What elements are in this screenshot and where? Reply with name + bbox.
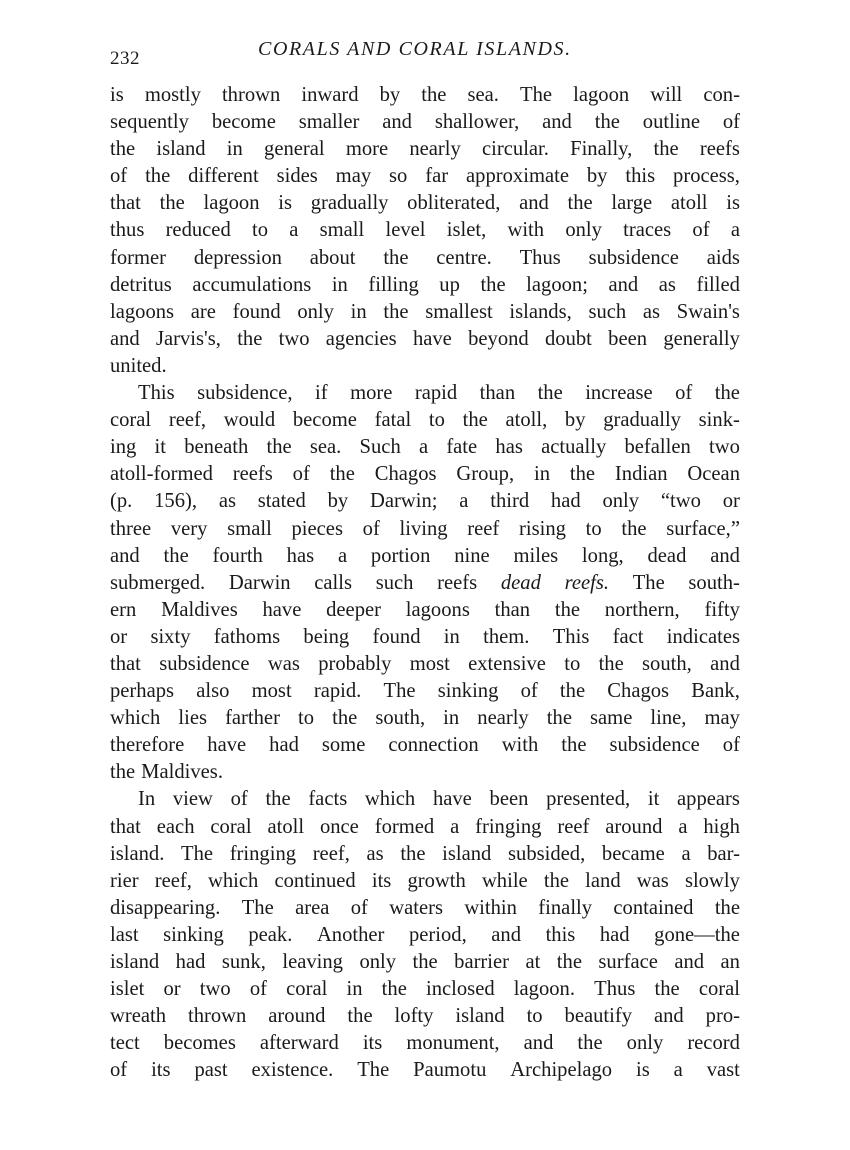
running-head: CORALS AND CORAL ISLANDS. <box>258 38 572 60</box>
text-line: therefore have had some connection with the subsidence of <box>110 734 740 757</box>
text-line: sequently become smaller and shallower, and the outline of <box>110 111 740 134</box>
text-line: is mostly thrown inward by the sea. The lagoon will con- <box>110 84 740 106</box>
text-line: thus reduced to a small level islet, with only traces of a <box>110 219 740 242</box>
text-line: detritus accumulations in filling up the lagoon; and as filled <box>110 273 740 296</box>
text-line: or sixty fathoms being found in them. This fact indicates <box>110 625 740 648</box>
body-text <box>110 82 740 1084</box>
text-line: ing it beneath the sea. Such a fate has actually befallen two <box>110 436 740 459</box>
text-line: coral reef, would become fatal to the atoll, by gradually sink- <box>110 409 740 432</box>
text-line: submerged. Darwin calls such reefs dead reefs. The south- <box>110 571 740 594</box>
text-line: three very small pieces of living reef rising to the surface,” <box>110 517 740 540</box>
text-line: (p. 156), as stated by Darwin; a third had only “two or <box>110 490 740 513</box>
text-line: disappearing. The area of waters within finally contained the <box>110 896 740 919</box>
text-line: united. <box>110 354 167 377</box>
text-line: which lies farther to the south, in nearly the same line, may <box>110 707 740 730</box>
text-line: and Jarvis's, the two agencies have beyond doubt been generally <box>110 327 740 350</box>
text-line: rier reef, which continued its growth while the land was slowly <box>110 869 740 892</box>
page-header <box>110 38 740 68</box>
text-line: islet or two of coral in the inclosed lagoon. Thus the coral <box>110 978 740 1001</box>
text-line: wreath thrown around the lofty island to beautify and pro- <box>110 1005 740 1028</box>
text-line: tect becomes afterward its monument, and the only record <box>110 1032 740 1055</box>
text-line: ern Maldives have deeper lagoons than the northern, fifty <box>110 598 740 621</box>
text-line: lagoons are found only in the smallest islands, such as Swain's <box>110 300 740 323</box>
text-line: island. The fringing reef, as the island subsided, became a bar- <box>110 842 740 865</box>
text-line: that subsidence was probably most extensive to the south, and <box>110 652 740 675</box>
text-line: the Maldives. <box>110 761 223 784</box>
text-line: and the fourth has a portion nine miles long, dead and <box>110 544 740 567</box>
text-line: In view of the facts which have been presented, it appears <box>138 788 740 811</box>
page-number: 232 <box>110 48 140 69</box>
text-line: former depression about the centre. Thus subsidence aids <box>110 246 740 269</box>
text-line: that each coral atoll once formed a fringing reef around a high <box>110 815 740 838</box>
text-line: of the different sides may so far approximate by this process, <box>110 165 740 188</box>
text-line: perhaps also most rapid. The sinking of the Chagos Bank, <box>110 680 740 703</box>
text-line: atoll-formed reefs of the Chagos Group, in the Indian Ocean <box>110 463 740 486</box>
text-line: island had sunk, leaving only the barrier at the surface and an <box>110 951 740 973</box>
text-line: of its past existence. The Paumotu Archipelago is a vast <box>110 1059 740 1082</box>
text-line: the island in general more nearly circular. Finally, the reefs <box>110 138 740 161</box>
text-line: last sinking peak. Another period, and this had gone—the <box>110 923 740 946</box>
text-line: This subsidence, if more rapid than the increase of the <box>138 382 740 405</box>
text-line: that the lagoon is gradually obliterated, and the large atoll is <box>110 192 740 215</box>
